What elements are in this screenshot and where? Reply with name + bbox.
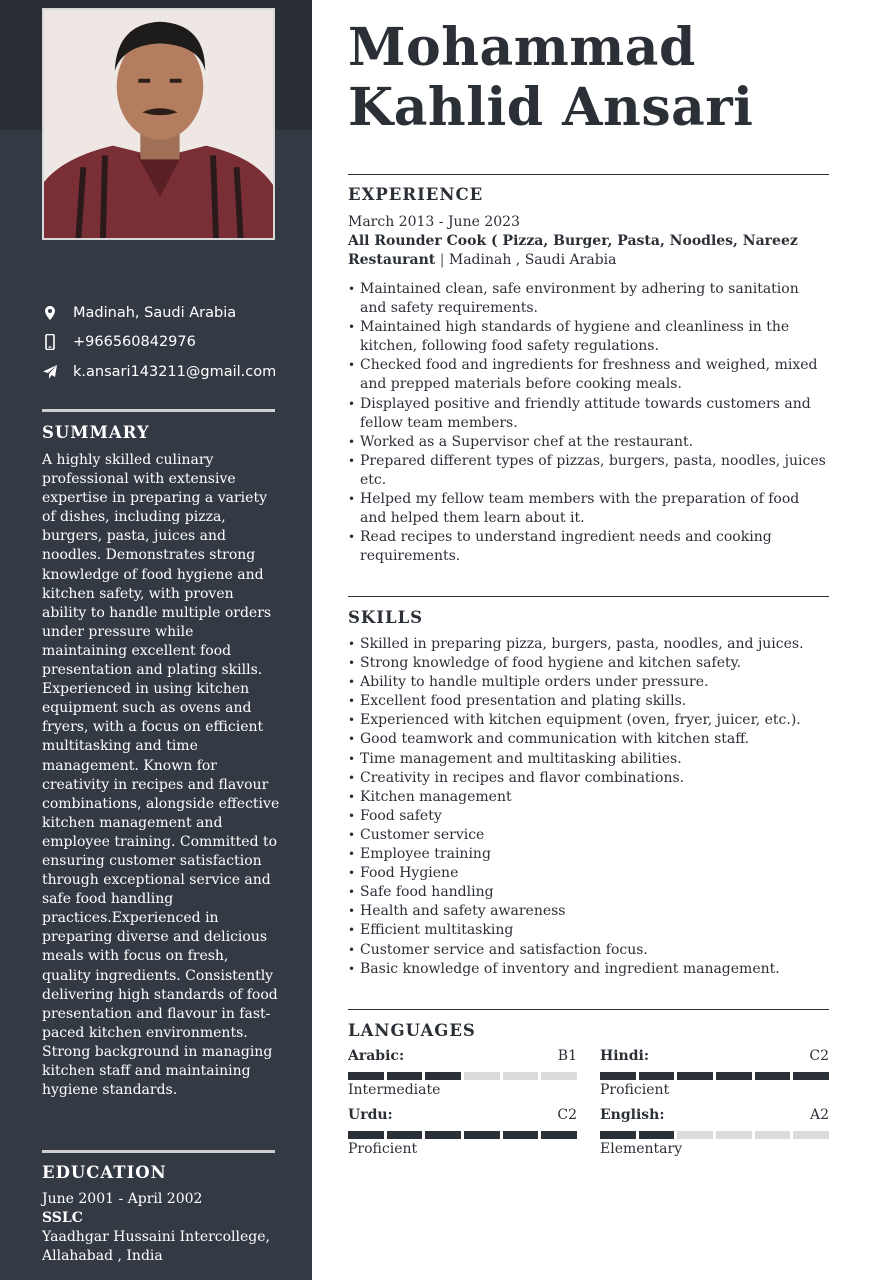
level-segment-filled — [677, 1072, 713, 1080]
list-item: • Ability to handle multiple orders under pressure. — [348, 673, 829, 692]
list-item: • Skilled in preparing pizza, burgers, pasta, noodles, and juices. — [348, 635, 829, 654]
list-item: • Read recipes to understand ingredient needs and cooking requirements. — [348, 528, 829, 566]
list-item: • Excellent food presentation and plating skills. — [348, 692, 829, 711]
level-segment-filled — [600, 1131, 636, 1139]
language-arabic — [348, 1047, 577, 1100]
skills-divider — [348, 596, 829, 597]
experience-role: All Rounder Cook ( Pizza, Burger, Pasta, Noodles, Nareez Restaurant — [348, 233, 798, 268]
level-segment-filled — [387, 1131, 423, 1139]
list-item: • Maintained high standards of hygiene and cleanliness in the kitchen, following food safety regulations. — [348, 318, 829, 356]
summary-divider — [42, 409, 275, 412]
language-level-bar — [600, 1131, 829, 1139]
language-code: B1 — [557, 1048, 577, 1064]
contact-list — [42, 298, 282, 387]
list-item: • Food safety — [348, 807, 829, 826]
language-level: Proficient — [600, 1082, 670, 1098]
level-segment-empty — [677, 1131, 713, 1139]
level-segment-empty — [755, 1131, 791, 1139]
skills-list — [348, 635, 829, 979]
list-item: • Safe food handling — [348, 883, 829, 902]
level-segment-filled — [793, 1072, 829, 1080]
candidate-name — [348, 18, 848, 138]
send-icon — [42, 364, 58, 380]
level-segment-filled — [503, 1131, 539, 1139]
experience-job — [348, 213, 829, 270]
location-pin-icon — [42, 305, 58, 321]
level-segment-filled — [425, 1072, 461, 1080]
email-text[interactable]: k.ansari143211@gmail.com — [73, 363, 277, 380]
list-item: • Customer service and satisfaction focus. — [348, 941, 829, 960]
level-segment-empty — [541, 1072, 577, 1080]
level-segment-filled — [348, 1072, 384, 1080]
experience-dates: March 2013 - June 2023 — [348, 214, 520, 230]
profile-photo — [42, 8, 275, 240]
list-item: • Helped my fellow team members with the preparation of food and helped them learn about it. — [348, 490, 829, 528]
language-name: Hindi: — [600, 1048, 649, 1064]
level-segment-empty — [503, 1072, 539, 1080]
level-segment-filled — [755, 1072, 791, 1080]
sidebar — [0, 0, 312, 1280]
language-code: A2 — [809, 1107, 829, 1123]
phone-icon — [42, 334, 58, 350]
list-item: • Employee training — [348, 845, 829, 864]
level-segment-filled — [541, 1131, 577, 1139]
summary-heading: SUMMARY — [42, 423, 150, 442]
name-line-1: Mohammad — [348, 17, 696, 78]
list-item: • Basic knowledge of inventory and ingredient management. — [348, 960, 829, 979]
level-segment-filled — [425, 1131, 461, 1139]
list-item: • Strong knowledge of food hygiene and kitchen safety. — [348, 654, 829, 673]
language-name: Urdu: — [348, 1107, 393, 1123]
list-item: • Displayed positive and friendly attitude towards customers and fellow team members. — [348, 395, 829, 433]
experience-separator: | — [439, 252, 445, 268]
list-item: • Checked food and ingredients for freshness and weighed, mixed and prepped materials before cooking meals. — [348, 356, 829, 394]
phone-text[interactable]: +966560842976 — [73, 334, 196, 351]
level-segment-empty — [793, 1131, 829, 1139]
list-item: • Good teamwork and communication with kitchen staff. — [348, 730, 829, 749]
language-code: C2 — [809, 1048, 829, 1064]
skills-heading: SKILLS — [348, 608, 424, 627]
education-dates: June 2001 - April 2002 — [42, 1191, 203, 1207]
level-segment-filled — [387, 1072, 423, 1080]
contact-email — [42, 357, 282, 387]
language-urdu — [348, 1106, 577, 1159]
level-segment-filled — [464, 1131, 500, 1139]
language-level-bar — [600, 1072, 829, 1080]
list-item: • Food Hygiene — [348, 864, 829, 883]
language-level-bar — [348, 1131, 577, 1139]
list-item: • Creativity in recipes and flavor combinations. — [348, 769, 829, 788]
level-segment-empty — [716, 1131, 752, 1139]
language-name: English: — [600, 1107, 665, 1123]
list-item: • Time management and multitasking abilities. — [348, 750, 829, 769]
level-segment-empty — [464, 1072, 500, 1080]
language-level: Proficient — [348, 1141, 418, 1157]
location-text: Madinah, Saudi Arabia — [73, 304, 237, 321]
name-line-2: Kahlid Ansari — [348, 77, 754, 138]
education-school: Yaadhgar Hussaini Intercollege, Allahabad , India — [42, 1229, 270, 1264]
contact-location — [42, 298, 282, 328]
level-segment-filled — [639, 1131, 675, 1139]
level-segment-filled — [716, 1072, 752, 1080]
language-english — [600, 1106, 829, 1159]
education-entry — [42, 1190, 282, 1266]
experience-divider — [348, 174, 829, 175]
education-degree: SSLC — [42, 1210, 83, 1226]
language-level-bar — [348, 1072, 577, 1080]
language-level: Intermediate — [348, 1082, 441, 1098]
list-item: • Worked as a Supervisor chef at the restaurant. — [348, 433, 829, 452]
level-segment-filled — [639, 1072, 675, 1080]
language-hindi — [600, 1047, 829, 1100]
level-segment-filled — [600, 1072, 636, 1080]
list-item: • Kitchen management — [348, 788, 829, 807]
contact-phone — [42, 328, 282, 358]
list-item: • Maintained clean, safe environment by adhering to sanitation and safety requirements. — [348, 280, 829, 318]
education-heading: EDUCATION — [42, 1163, 167, 1182]
languages-divider — [348, 1009, 829, 1010]
experience-heading: EXPERIENCE — [348, 185, 484, 204]
list-item: • Experienced with kitchen equipment (oven, fryer, juicer, etc.). — [348, 711, 829, 730]
list-item: • Prepared different types of pizzas, burgers, pasta, noodles, juices etc. — [348, 452, 829, 490]
list-item: • Health and safety awareness — [348, 902, 829, 921]
language-level: Elementary — [600, 1141, 683, 1157]
education-divider — [42, 1150, 275, 1153]
list-item: • Efficient multitasking — [348, 921, 829, 940]
languages-heading: LANGUAGES — [348, 1021, 476, 1040]
summary-text: A highly skilled culinary professional with extensive expertise in preparing a variety of dishes, including pizza, burgers, pasta, juices and noodles. Demonstrates strong knowledge of food hygiene and kitchen safety, with proven ability to handle multiple orders under pressure while maintaining excellent food presentation and plating skills. Experienced in using kitchen equipment such as ovens and fryers, with a focus on efficient multitasking and time management. Known for creativity in recipes and flavour combinations, alongside effective kitchen management and employee training. Committed to ensuring customer satisfaction through exceptional service and safe food handling practices.Experienced in preparing diverse and delicious meals with focus on fresh, quality ingredients. Consistently delivering high standards of food presentation and flavour in fast-paced kitchen environments. Strong background in managing kitchen staff and maintaining hygiene standards. — [42, 452, 280, 1099]
language-name: Arabic: — [348, 1048, 405, 1064]
language-code: C2 — [557, 1107, 577, 1123]
list-item: • Customer service — [348, 826, 829, 845]
experience-bullets — [348, 280, 829, 566]
level-segment-filled — [348, 1131, 384, 1139]
experience-location: Madinah , Saudi Arabia — [448, 252, 617, 268]
